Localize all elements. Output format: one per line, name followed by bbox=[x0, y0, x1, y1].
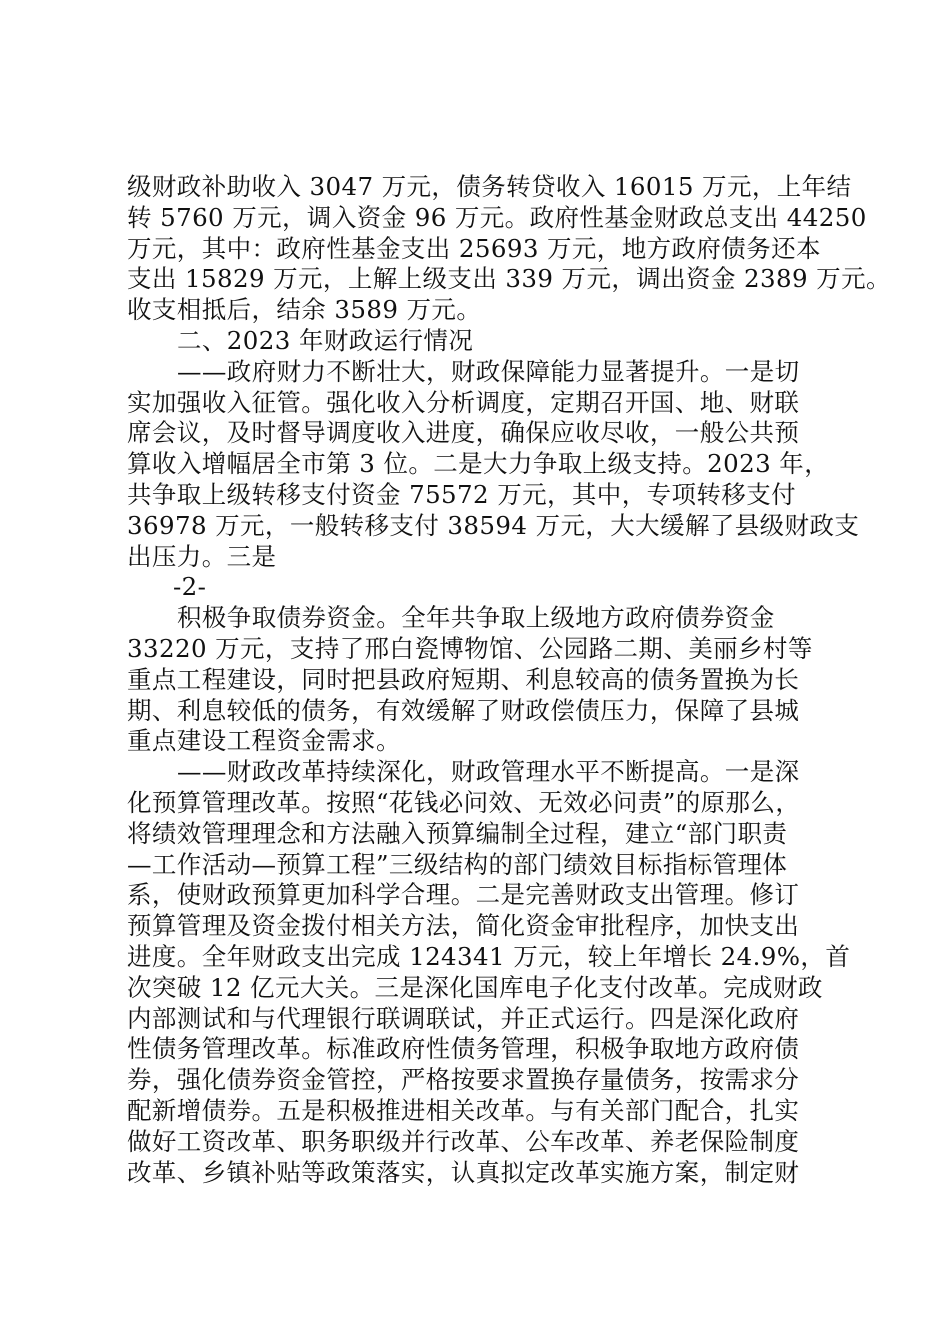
text-line: 36978 万元，一般转移支付 38594 万元，大大缓解了县级财政支 bbox=[127, 510, 860, 540]
text-line: 收支相抵后，结余 3589 万元。 bbox=[127, 295, 482, 325]
page-number: -2- bbox=[173, 572, 207, 602]
text-line: 席会议，及时督导调度收入进度，确保应收尽收，一般公共预 bbox=[127, 418, 800, 448]
text-line: 支出 15829 万元，上解上级支出 339 万元，调出资金 2389 万元。 bbox=[127, 264, 891, 294]
text-line: 次突破 12 亿元大关。三是深化国库电子化支付改革。完成财政 bbox=[127, 972, 823, 1002]
text-line: 系，使财政预算更加科学合理。二是完善财政支出管理。修订 bbox=[127, 880, 800, 910]
paragraph-bond-funds bbox=[127, 603, 839, 757]
text-line: 积极争取债券资金。全年共争取上级地方政府债券资金 bbox=[177, 603, 775, 633]
text-line: 算收入增幅居全市第 3 位。二是大力争取上级支持。2023 年， bbox=[127, 449, 830, 479]
paragraph-fiscal-reform bbox=[127, 757, 851, 1188]
text-line: 改革、乡镇补贴等政策落实，认真拟定改革实施方案，制定财 bbox=[127, 1157, 800, 1187]
text-line: 33220 万元，支持了邢白瓷博物馆、公园路二期、美丽乡村等 bbox=[127, 633, 813, 663]
text-line: 券，强化债券资金管控，严格按要求置换存量债务，按需求分 bbox=[127, 1065, 800, 1095]
text-line: 出压力。三是 bbox=[127, 541, 277, 571]
text-line: 期、利息较低的债务，有效缓解了财政偿债压力，保障了县城 bbox=[127, 695, 800, 725]
text-line: 万元，其中：政府性基金支出 25693 万元，地方政府债务还本 bbox=[127, 233, 821, 263]
text-line: 转 5760 万元，调入资金 96 万元。政府性基金财政总支出 44250 bbox=[127, 202, 867, 232]
text-line: ——政府财力不断壮大，财政保障能力显著提升。一是切 bbox=[177, 356, 800, 386]
document-page bbox=[127, 172, 891, 1188]
text-line: 级财政补助收入 3047 万元，债务转贷收入 16015 万元，上年结 bbox=[127, 172, 852, 201]
text-line: 重点建设工程资金需求。 bbox=[127, 726, 401, 756]
text-line: 做好工资改革、职务职级并行改革、公车改革、养老保险制度 bbox=[127, 1126, 800, 1156]
text-line: 共争取上级转移支付资金 75572 万元，其中，专项转移支付 bbox=[127, 479, 797, 509]
text-line: 预算管理及资金拨付相关方法，简化资金审批程序，加快支出 bbox=[127, 911, 800, 941]
text-line: 将绩效管理理念和方法融入预算编制全过程，建立“部门职责 bbox=[127, 818, 788, 848]
text-line: 重点工程建设，同时把县政府短期、利息较高的债务置换为长 bbox=[127, 664, 800, 694]
text-line: ——财政改革持续深化，财政管理水平不断提高。一是深 bbox=[177, 757, 800, 787]
text-line: 化预算管理改革。按照“花钱必问效、无效必问责”的原那么， bbox=[127, 787, 801, 817]
text-line: 配新增债券。五是积极推进相关改革。与有关部门配合，扎实 bbox=[127, 1095, 800, 1125]
text-line: 内部测试和与代理银行联调联试，并正式运行。四是深化政府 bbox=[127, 1003, 800, 1033]
text-line: 性债务管理改革。标准政府性债务管理，积极争取地方政府债 bbox=[127, 1034, 800, 1064]
paragraph-fiscal-strength bbox=[127, 356, 860, 573]
text-line: 实加强收入征管。强化收入分析调度，定期召开国、地、财联 bbox=[127, 387, 800, 417]
paragraph-budget-summary bbox=[127, 172, 891, 326]
section-heading: 二、2023 年财政运行情况 bbox=[177, 325, 474, 355]
text-line: —工作活动—预算工程”三级结构的部门绩效目标指标管理体 bbox=[127, 849, 788, 879]
text-line: 进度。全年财政支出完成 124341 万元，较上年增长 24.9%，首 bbox=[127, 941, 851, 971]
